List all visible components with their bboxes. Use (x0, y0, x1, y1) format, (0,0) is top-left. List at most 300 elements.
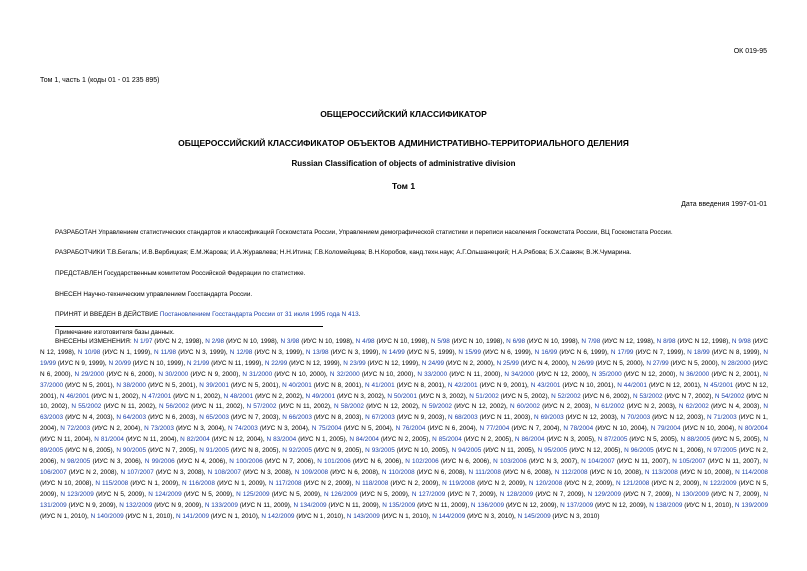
amendment-entry (382, 349, 454, 356)
amendment-link[interactable]: N 117/2008 (268, 479, 302, 487)
amendment-source: (ИУС N 6, 2004) (425, 425, 476, 433)
amendment-source: (ИУС N 2, 2004) (90, 425, 141, 433)
amendment-link[interactable]: N 54/2002 (714, 392, 745, 400)
amendment-link[interactable]: N 99/2006 (144, 457, 175, 465)
amendment-source: (ИУС N 12, 2003) (563, 414, 617, 422)
amendment-source: (ИУС N 1, 2002) (89, 392, 139, 400)
amendment-link[interactable]: N 71/2003 (706, 414, 737, 422)
amendment-source: (ИУС N 11, 1999) (209, 359, 262, 367)
amendment-link[interactable]: N 114/2008 (735, 468, 768, 476)
amendment-link[interactable]: N 19/99 (40, 348, 768, 367)
amendment-link[interactable]: N 113/2008 (644, 468, 678, 476)
amendment-link[interactable]: N 104/2007 (581, 457, 615, 465)
amendment-link[interactable]: N 40/2001 (282, 381, 312, 389)
amendment-link[interactable]: N 66/2003 (282, 414, 312, 422)
amendment-link[interactable]: N 26/99 (571, 359, 594, 367)
amendment-link[interactable]: N 1/97 (133, 338, 153, 345)
amendment-link[interactable]: N 136/2009 (470, 501, 505, 509)
amendment-source: (ИУС N 1, 2010) (379, 512, 429, 520)
amendment-link[interactable]: N 118/2008 (355, 479, 389, 487)
amendment-entry (633, 393, 711, 400)
amendment-entry (387, 393, 465, 400)
amendment-source: (ИУС N 3, 2007) (526, 457, 578, 465)
amendment-link[interactable]: N 88/2005 (680, 436, 711, 444)
amendment-link[interactable]: N 94/2005 (451, 447, 482, 455)
amendment-source: (ИУС N 11, 2004) (40, 436, 91, 444)
amendment-entry (624, 447, 703, 454)
amendment-source: (ИУС N 11, 2002) (101, 403, 155, 411)
amendment-entry (675, 491, 759, 498)
amendment-link[interactable]: N 110/2008 (381, 468, 415, 476)
amendment-source: (ИУС N 5, 2009) (269, 490, 320, 498)
amendment-link[interactable]: N 80/2004 (738, 425, 768, 433)
amendment-source: (ИУС N 10, 1999) (130, 359, 184, 367)
amendment-entry (563, 425, 647, 432)
amendment-source: (ИУС N 2, 2009) (562, 479, 613, 487)
amendment-source: (ИУС N 10, 2004) (593, 425, 647, 433)
amendment-entry (657, 338, 729, 345)
amendment-link[interactable]: N 38/2000 (116, 381, 146, 389)
amendment-link[interactable]: N 119/2008 (442, 479, 475, 487)
amendment-link[interactable]: N 41/2001 (365, 381, 395, 389)
amendment-link[interactable]: N 126/2009 (323, 490, 358, 498)
amendment-link[interactable]: N 16/99 (534, 348, 558, 356)
amendment-source: (ИУС N 1, 2010) (123, 512, 173, 520)
amendment-link[interactable]: N 53/2002 (633, 392, 663, 400)
amendment-link[interactable]: N 75/2004 (311, 425, 342, 433)
amendment-source: (ИУС N 1, 2009) (214, 479, 265, 487)
amendment-entry (493, 458, 577, 465)
amendment-entry (432, 513, 514, 520)
amendment-source: (ИУС N 1, 2010) (40, 512, 88, 520)
amendment-link[interactable]: N 139/2009 (734, 501, 768, 509)
amendment-entry (282, 447, 361, 454)
amendment-link[interactable]: N 48/2001 (223, 392, 254, 400)
amendment-source: (ИУС N 5, 2000) (668, 359, 718, 367)
amendment-link[interactable]: N 77/2004 (479, 425, 510, 433)
amendment-link[interactable]: N 98/2005 (60, 457, 91, 465)
amendment-entry (412, 491, 496, 498)
amendment-link[interactable]: N 74/2003 (227, 425, 258, 433)
amendment-source: (ИУС N 6, 2008) (328, 468, 379, 476)
amendment-link[interactable]: N 78/2004 (563, 425, 594, 433)
amendment-source: (ИУС N 11, 2002) (188, 403, 243, 411)
amendment-link[interactable]: N 124/2009 (148, 490, 182, 498)
amendment-link[interactable]: N 43/2001 (530, 381, 561, 389)
amendment-link[interactable]: N 61/2002 (594, 403, 625, 411)
amendment-source: (ИУС N 3, 1999) (176, 348, 226, 356)
amendment-entry (551, 393, 629, 400)
amendment-source: (ИУС N 8, 2001) (311, 381, 362, 389)
amendment-source: (ИУС N 1, 1999) (100, 348, 151, 356)
amendment-link[interactable]: N 4/98 (355, 338, 375, 345)
amendment-link[interactable]: N 89/2005 (40, 436, 768, 455)
amendment-entry (145, 458, 225, 465)
amendment-link[interactable]: N 52/2002 (551, 392, 581, 400)
amendment-entry (94, 436, 176, 443)
amendment-source: (ИУС N 6, 2003) (146, 414, 196, 422)
amendment-entry (646, 360, 717, 367)
amendment-link[interactable]: N 142/2009 (261, 512, 295, 520)
amendment-link[interactable]: N 108/2007 (207, 468, 241, 476)
amendment-link[interactable]: N 2/98 (205, 338, 225, 345)
amendment-entry (119, 502, 201, 509)
amendment-source: (ИУС N 12, 2009) (593, 501, 646, 509)
amendment-entry (199, 447, 278, 454)
amendment-source: (ИУС N 12, 2001) (646, 381, 700, 389)
amendment-link[interactable]: N 120/2008 (528, 479, 563, 487)
amendment-source: (ИУС N 7, 2009) (445, 490, 496, 498)
amendment-link[interactable]: N 30/2000 (158, 370, 189, 378)
amendment-link[interactable]: N 29/2000 (74, 370, 105, 378)
amendment-source: (ИУС N 5, 2001) (63, 381, 113, 389)
amendment-link[interactable]: N 65/2003 (199, 414, 229, 422)
amendment-link[interactable]: N 140/2009 (90, 512, 124, 520)
amendment-link[interactable]: N 105/2007 (672, 457, 706, 465)
amendment-link[interactable]: N 11/98 (153, 348, 177, 356)
amendment-source: (ИУС N 10, 1998) (374, 338, 428, 345)
amendment-entry (295, 469, 378, 476)
amendment-link[interactable]: N 96/2005 (624, 447, 654, 455)
amendment-link[interactable]: N 46/2001 (59, 392, 90, 400)
amendment-link[interactable]: N 123/2009 (60, 490, 94, 498)
amendment-entry (95, 480, 178, 487)
amendment-link[interactable]: N 109/2008 (294, 468, 329, 476)
amendment-link[interactable]: N 90/2005 (116, 447, 147, 455)
amendment-link[interactable]: N 133/2009 (204, 501, 238, 509)
amendment-link[interactable]: N 24/99 (421, 359, 445, 367)
amendment-link[interactable]: N 35/2000 (591, 370, 622, 378)
amendment-link[interactable]: N 20/99 (108, 359, 131, 367)
amendment-source: (ИУС N 9, 2000) (188, 370, 239, 378)
amendment-source: (ИУС N 12, 2000) (534, 370, 588, 378)
amendment-link[interactable]: N 145/2009 (517, 512, 551, 520)
amendment-link[interactable]: N 47/2001 (141, 392, 172, 400)
amendment-source: (ИУС N 4, 2003) (708, 403, 760, 411)
amendment-link[interactable]: N 85/2004 (432, 436, 462, 444)
amendment-link[interactable]: N 39/2001 (199, 381, 229, 389)
volume-codes-line: Том 1, часть 1 (коды 01 - 01 235 895) (40, 77, 160, 84)
amendment-entry (324, 491, 408, 498)
amendment-entry (71, 403, 155, 410)
document-title: ОБЩЕРОССИЙСКИЙ КЛАССИФИКАТОР ОБЪЕКТОВ АДМИНИСТРАТИВНО-ТЕРРИТОРИАЛЬНОГО ДЕЛЕНИЯ (178, 138, 629, 148)
amendment-link[interactable]: N 132/2009 (119, 501, 153, 509)
amendment-link[interactable]: N 102/2006 (405, 457, 439, 465)
amendment-link[interactable]: N 51/2002 (469, 392, 499, 400)
amendment-link[interactable]: N 143/2009 (346, 512, 380, 520)
amendment-link[interactable]: N 69/2003 (534, 414, 564, 422)
amendment-link[interactable]: N 64/2003 (116, 414, 147, 422)
amendment-link[interactable]: N 18/99 (687, 348, 710, 356)
amendment-source: (ИУС N 2, 2003) (539, 403, 591, 411)
amendment-link[interactable]: N 107/2007 (120, 468, 154, 476)
amendment-source: (ИУС N 5, 2009) (357, 490, 408, 498)
amendment-source: (ИУС N 12, 2002) (451, 403, 507, 411)
amendment-entry (187, 360, 261, 367)
amendment-source: (ИУС N 11, 2005) (481, 447, 534, 455)
amendment-link[interactable]: N 22/99 (264, 359, 288, 367)
amendment-source: (ИУС N 12, 1998) (675, 338, 729, 345)
amendment-link[interactable]: N 76/2004 (395, 425, 426, 433)
amendment-source: (ИУС N 1, 2002) (171, 392, 221, 400)
amendment-entry (116, 414, 195, 421)
amendment-source: (ИУС N 12, 2000) (621, 370, 676, 378)
amendment-link[interactable]: N 15/99 (458, 348, 482, 356)
amendment-link[interactable]: N 25/99 (496, 359, 519, 367)
amendment-source: (ИУС N 2, 2009) (301, 479, 352, 487)
amendment-entry (343, 360, 418, 367)
amendment-source: (ИУС N 12, 1999) (287, 359, 340, 367)
amendment-link[interactable]: N 131/2009 (40, 490, 768, 509)
amendment-entry (469, 469, 551, 476)
amendment-source: (ИУС N 4, 2000) (518, 359, 568, 367)
amendment-link[interactable]: N 62/2002 (678, 403, 709, 411)
amendment-link[interactable]: N 23/99 (343, 359, 366, 367)
amendment-link[interactable]: N 121/2008 (616, 479, 650, 487)
amendment-link[interactable]: N 68/2003 (448, 414, 478, 422)
amendment-source: (ИУС N 3, 2010) (465, 512, 515, 520)
amendment-link[interactable]: N 127/2009 (411, 490, 446, 498)
amendment-source: (ИУС N 5, 2001) (146, 381, 196, 389)
amendment-source: (ИУС N 5, 2005) (627, 436, 677, 444)
amendment-entry (280, 338, 352, 345)
amendment-entry (555, 469, 641, 476)
amendment-link[interactable]: N 57/2002 (246, 403, 277, 411)
amendment-link[interactable]: N 115/2008 (95, 479, 129, 487)
classifier-heading: ОБЩЕРОССИЙСКИЙ КЛАССИФИКАТОР (320, 109, 487, 119)
amendment-link[interactable]: N 134/2009 (293, 501, 327, 509)
amendment-entry (645, 469, 731, 476)
amendment-entry (679, 403, 759, 410)
amendment-link[interactable]: N 100/2006 (229, 457, 263, 465)
amendment-source: (ИУС N 10, 2005) (394, 447, 448, 455)
amendment-link[interactable]: N 97/2005 (706, 447, 737, 455)
amendment-source: (ИУС N 6, 2006) (438, 457, 490, 465)
amendment-link[interactable]: N 13/98 (305, 348, 329, 356)
classifier-code: ОК 019-95 (733, 48, 767, 55)
amendment-entry (396, 425, 476, 432)
amendment-source: (ИУС N 12, 2004) (209, 436, 263, 444)
amendment-link[interactable]: N 103/2006 (493, 457, 527, 465)
amendment-link[interactable]: N 144/2009 (432, 512, 466, 520)
amendment-link[interactable]: N 3/98 (280, 338, 300, 345)
amendment-link[interactable]: N 45/2001 (703, 381, 734, 389)
amendment-entry (448, 414, 530, 421)
amendment-link[interactable]: N 106/2007 (40, 457, 768, 476)
amendment-link[interactable]: N 9/98 (731, 338, 751, 345)
amendment-link[interactable]: N 17/99 (610, 348, 634, 356)
amendment-link[interactable]: N 42/2001 (447, 381, 478, 389)
amendment-link[interactable]: N 84/2004 (349, 436, 379, 444)
amendment-entry (60, 458, 140, 465)
amendment-source: (ИУС N 3, 2002) (335, 392, 384, 400)
amendment-link[interactable]: N 5/98 (430, 338, 450, 345)
amendment-source: (ИУС N 10, 2008) (40, 479, 92, 487)
amendment-source: (ИУС N 11, 2002) (276, 403, 331, 411)
amendment-source: (ИУС N 10, 2008) (677, 468, 732, 476)
amendment-link[interactable]: N 12/98 (229, 348, 253, 356)
amendment-link[interactable]: N 141/2009 (175, 512, 210, 520)
amendment-source: (ИУС N 11, 2009) (237, 501, 290, 509)
amendment-entry (365, 414, 444, 421)
amendment-link[interactable]: N 81/2004 (94, 436, 124, 444)
amendment-entry (581, 338, 653, 345)
amendments-list: ВНЕСЕНЫ ИЗМЕНЕНИЯ: N 1/97 (ИУС N 2, 1998), N 2/98 (ИУС N 10, 1998), N 3/98 (ИУС N 10, 1998), N 4/98 (ИУС N 10, 1998), N 5/98 (ИУС N 10, 1998), N 6/98 (ИУС N 10, 1998), N 7/98 (ИУС N 12, 1998), N 8/98 (ИУС N 12, 1998), N 9/98 (ИУС N 12, 1998), N 10/98 (ИУС N 1, 1999), N 11/98 (ИУС N 3, 1999), N 12/98 (ИУС N 3, 1999), N 13/98 (ИУС N 3, 1999), N 14/99 (ИУС N 5, 1999), N 15/99 (ИУС N 6, 1999), N 16/99 (ИУС N 6, 1999), N 17/99 (ИУС N 7, 1999), N 18/99 (ИУС N 8, 1999), N 19/99 (ИУС N 9, 1999), N 20/99 (ИУС N 10, 1999), N 21/99 (ИУС N 11, 1999), N 22/99 (ИУС N 12, 1999), N 23/99 (ИУС N 12, 1999), N 24/99 (ИУС N 2, 2000), N 25/99 (ИУС N 4, 2000), N 26/99 (ИУС N 5, 2000), N 27/99 (ИУС N 5, 2000), N 28/2000 (ИУС N 6, 2000), N 29/2000 (ИУС N 6, 2000), N 30/2000 (ИУС N 9, 2000), N 31/2000 (ИУС N 10, 2000), N 32/2000 (ИУС N 10, 2000), N 33/2000 (ИУС N 11, 2000), N 34/2000 (ИУС N 12, 2000), N 35/2000 (ИУС N 12, 2000), N 36/2000 (ИУС N 2, 2001), N 37/2000 (ИУС N 5, 2001), N 38/2000 (ИУС N 5, 2001), N 39/2001 (ИУС N 5, 2001), N 40/2001 (ИУС N 8, 2001), N 41/2001 (ИУС N 8, 2001), N 42/2001 (ИУС N 9, 2001), N 43/2001 (ИУС N 10, 2001), N 44/2001 (ИУС N 12, 2001), N 45/2001 (ИУС N 12, 2001), N 46/2001 (ИУС N 1, 2002), N 47/2001 (ИУС N 1, 2002), N 48/2001 (ИУС N 2, 2002), N 49/2001 (ИУС N 3, 2002), N 50/2001 (ИУС N 3, 2002), N 51/2002 (ИУС N 5, 2002), N 52/2002 (ИУС N 6, 2002), N 53/2002 (ИУС N 7, 2002), N 54/2002 (ИУС N 10, 2002), N 55/2002 (ИУС N 11, 2002), N 56/2002 (ИУС N 11, 2002), N 57/2002 (ИУС N 11, 2002), N 58/2002 (ИУС N 12, 2002), N 59/2002 (ИУС N 12, 2002), N 60/2002 (ИУС N 2, 2003), N 61/2002 (ИУС N 2, 2003), N 62/2002 (ИУС N 4, 2003), N 63/2003 (ИУС N 4, 2003), N 64/2003 (ИУС N 6, 2003), N 65/2003 (ИУС N 7, 2003), N 66/2003 (ИУС N 8, 2003), N 67/2003 (ИУС N 9, 2003), N 68/2003 (ИУС N 11, 2003), N 69/2003 (ИУС N 12, 2003), N 70/2003 (ИУС N 12, 2003), N 71/2003 (ИУС N 1, 2004), N 72/2003 (ИУС N 2, 2004), N 73/2003 (ИУС N 3, 2004), N 74/2003 (ИУС N 3, 2004), N 75/2004 (ИУС N 5, 2004), N 76/2004 (ИУС N 6, 2004), N 77/2004 (ИУС N 7, 2004), N 78/2004 (ИУС N 10, 2004), N 79/2004 (ИУС N 10, 2004), N 80/2004 (ИУС N 11, 2004), N 81/2004 (ИУС N 11, 2004), N 82/2004 (ИУС N 12, 2004), N 83/2004 (ИУС N 1, 2005), N 84/2004 (ИУС N 2, 2005), N 85/2004 (ИУС N 2, 2005), N 86/2004 (ИУС N 3, 2005), N 87/2005 (ИУС N 5, 2005), N 88/2005 (ИУС N 5, 2005), N 89/2005 (ИУС N 6, 2005), N 90/2005 (ИУС N 7, 2005), N 91/2005 (ИУС N 8, 2005), N 92/2005 (ИУС N 9, 2005), N 93/2005 (ИУС N 10, 2005), N 94/2005 (ИУС N 11, 2005), N 95/2005 (ИУС N 12, 2005), N 96/2005 (ИУС N 1, 2006), N 97/2005 (ИУС N 2, 2006), N 98/2005 (ИУС N 3, 2006), N 99/2006 (ИУС N 4, 2006), N 100/2006 (ИУС N 7, 2006), N 101/2006 (ИУС N 6, 2006), N 102/2006 (ИУС N 6, 2006), N 103/2006 (ИУС N 3, 2007), N 104/2007 (ИУС N 11, 2007), N 105/2007 (ИУС N 11, 2007), N 106/2007 (ИУС N 2, 2008), N 107/2007 (ИУС N 3, 2008), N 108/2007 (ИУС N 3, 2008), N 109/2008 (ИУС N 6, 2008), N 110/2008 (ИУС N 6, 2008), N 111/2008 (ИУС N 6, 2008), N 112/2008 (ИУС N 10, 2008), N 113/2008 (ИУС N 10, 2008), N 114/2008 (ИУС N 10, 2008), N 115/2008 (ИУС N 1, 2009), N 116/2008 (ИУС N 1, 2009), N 117/2008 (ИУС N 2, 2009), N 118/2008 (ИУС N 2, 2009), N 119/2008 (ИУС N 2, 2009), N 120/2008 (ИУС N 2, 2009), N 121/2008 (ИУС N 2, 2009), N 122/2009 (ИУС N 5, 2009), N 123/2009 (ИУС N 5, 2009), N 124/2009 (ИУС N 5, 2009), N 125/2009 (ИУС N 5, 2009), N 126/2009 (ИУС N 5, 2009), N 127/2009 (ИУС N 7, 2009), N 128/2009 (ИУС N 7, 2009), N 129/2009 (ИУС N 7, 2009), N 130/2009 (ИУС N 7, 2009), N 131/2009 (ИУС N 9, 2009), N 132/2009 (ИУС N 9, 2009), N 133/2009 (ИУС N 11, 2009), N 134/2009 (ИУС N 11, 2009), N 135/2009 (ИУС N 11, 2009), N 136/2009 (ИУС N 12, 2009), N 137/2009 (ИУС N 12, 2009), N 138/2009 (ИУС N 1, 2010), N 139/2009 (ИУС N 1, 2010), N 140/2009 (ИУС N 1, 2010), N 141/2009 (ИУС N 1, 2010), N 142/2009 (ИУС N 1, 2010), N 143/2009 (ИУС N 1, 2010), N 144/2009 (ИУС N 3, 2010), N 145/2009 (ИУС N 3, 2010) (40, 338, 768, 520)
amendment-source: (ИУС N 12, 2009) (504, 501, 557, 509)
amendment-link[interactable]: N 56/2002 (158, 403, 189, 411)
amendment-entry (261, 513, 343, 520)
amendment-source: (ИУС N 7, 2009) (708, 490, 760, 498)
amendment-link[interactable]: N 28/2000 (721, 359, 751, 367)
amendment-entry (236, 491, 320, 498)
amendment-entry (649, 502, 731, 509)
amendment-link[interactable]: N 36/2000 (679, 370, 710, 378)
amendment-entry (182, 480, 265, 487)
amendment-entry (355, 480, 438, 487)
amendment-link[interactable]: N 32/2000 (329, 370, 360, 378)
amendment-source: (ИУС N 3, 2008) (240, 468, 291, 476)
amendment-entry (349, 436, 428, 443)
amendment-link[interactable]: N 116/2008 (182, 479, 215, 487)
amendment-source: (ИУС N 6, 2002) (580, 392, 630, 400)
amendment-link[interactable]: N 6/98 (506, 338, 526, 345)
amendment-entry (417, 371, 500, 378)
amendment-link[interactable]: N 67/2003 (365, 414, 395, 422)
amendment-link[interactable]: N 59/2002 (422, 403, 452, 411)
amendment-source: (ИУС N 11, 2009) (415, 501, 468, 509)
amendment-entry (60, 491, 144, 498)
amendment-link[interactable]: N 50/2001 (387, 392, 417, 400)
amendment-link[interactable]: N 79/2004 (650, 425, 681, 433)
amendment-link[interactable]: N 31/2000 (242, 370, 273, 378)
amendment-link[interactable]: N 135/2009 (382, 501, 416, 509)
amendment-entry (205, 338, 277, 345)
amendment-link[interactable]: N 86/2004 (514, 436, 545, 444)
amendment-source: (ИУС N 7, 2004) (509, 425, 560, 433)
amendment-entry (594, 403, 674, 410)
amendment-link[interactable]: N 10/98 (77, 348, 101, 356)
amendment-entry (365, 382, 444, 389)
amendment-link[interactable]: N 101/2006 (317, 457, 351, 465)
amendment-source: (ИУС N 12, 2002) (363, 403, 419, 411)
amendment-source: (ИУС N 10, 1998) (449, 338, 503, 345)
amendment-link[interactable]: N 128/2009 (499, 490, 534, 498)
amendment-entry (228, 425, 308, 432)
amendment-entry (651, 425, 735, 432)
amendment-source: (ИУС N 2, 2006) (40, 447, 768, 465)
amendment-source: (ИУС N 7, 2005) (146, 447, 196, 455)
amendment-link[interactable]: N 130/2009 (675, 490, 709, 498)
amendment-entry (571, 360, 642, 367)
amendment-source: (ИУС N 5, 2002) (498, 392, 548, 400)
amendment-source: (ИУС N 8, 1999) (709, 348, 760, 356)
amendment-link[interactable]: N 55/2002 (71, 403, 102, 411)
amendment-entry (592, 371, 676, 378)
amendment-source: (ИУС N 7, 1999) (633, 348, 684, 356)
amendment-source: (ИУС N 2, 2000) (444, 359, 493, 367)
resolution-link[interactable]: Постановлением Госстандарта России от 31 июля 1995 года N 413 (159, 311, 359, 318)
amendment-entry (224, 393, 302, 400)
amendment-source: (ИУС N 12, 1998) (600, 338, 653, 345)
amendment-link[interactable]: N 33/2000 (417, 370, 448, 378)
amendment-link[interactable]: N 21/99 (186, 359, 210, 367)
amendment-source: (ИУС N 7, 2002) (662, 392, 712, 400)
amendment-entry (312, 425, 392, 432)
amendment-source: (ИУС N 1, 2006) (653, 447, 704, 455)
amendment-entry (458, 349, 530, 356)
amendment-link[interactable]: N 137/2009 (560, 501, 594, 509)
amendment-entry (452, 447, 534, 454)
amendment-link[interactable]: N 58/2002 (334, 403, 364, 411)
amendment-link[interactable]: N 63/2003 (40, 403, 768, 422)
amendment-source: (ИУС N 5, 2000) (593, 359, 643, 367)
amendment-entry (581, 458, 668, 465)
amendment-link[interactable]: N 70/2003 (620, 414, 651, 422)
amendment-link[interactable]: N 8/98 (656, 338, 676, 345)
amendment-source: (ИУС N 5, 2005) (710, 436, 760, 444)
amendment-entry (506, 338, 578, 345)
amendment-entry (681, 436, 760, 443)
amendment-link[interactable]: N 14/99 (382, 348, 405, 356)
amendment-link[interactable]: N 7/98 (581, 338, 601, 345)
amendment-link[interactable]: N 72/2003 (60, 425, 91, 433)
amendments-label: ВНЕСЕНЫ ИЗМЕНЕНИЯ: (55, 338, 134, 345)
amendment-entry (148, 491, 232, 498)
amendment-link[interactable]: N 93/2005 (365, 447, 395, 455)
amendment-entry (538, 447, 621, 454)
amendment-source: (ИУС N 2, 2009) (649, 479, 700, 487)
amendment-link[interactable]: N 87/2005 (597, 436, 628, 444)
amendment-entry (347, 513, 429, 520)
amendment-link[interactable]: N 92/2005 (282, 447, 312, 455)
amendment-link[interactable]: N 112/2008 (554, 468, 588, 476)
amendment-link[interactable]: N 73/2003 (144, 425, 174, 433)
amendment-link[interactable]: N 83/2004 (266, 436, 297, 444)
amendment-link[interactable]: N 91/2005 (199, 447, 229, 455)
amendment-link[interactable]: N 138/2009 (649, 501, 683, 509)
amendment-entry (535, 349, 607, 356)
amendment-link[interactable]: N 60/2002 (510, 403, 540, 411)
amendment-link[interactable]: N 44/2001 (617, 381, 647, 389)
amendment-entry (598, 436, 677, 443)
amendment-source: (ИУС N 12, 2005) (567, 447, 621, 455)
amendment-link[interactable]: N 111/2008 (468, 468, 501, 476)
amendment-entry (176, 513, 258, 520)
amendment-link[interactable]: N 34/2000 (504, 370, 535, 378)
amendment-link[interactable]: N 95/2005 (537, 447, 568, 455)
amendment-link[interactable]: N 27/99 (646, 359, 669, 367)
amendment-link[interactable]: N 37/2000 (40, 370, 768, 389)
amendment-source: (ИУС N 3, 2006) (90, 457, 141, 465)
amendment-source: (ИУС N 1, 2010) (209, 512, 258, 520)
amendment-link[interactable]: N 129/2009 (587, 490, 622, 498)
amendment-source: (ИУС N 3, 2004) (173, 425, 225, 433)
amendment-source: (ИУС N 1, 2005) (296, 436, 346, 444)
amendment-source: (ИУС N 11, 2000) (447, 370, 501, 378)
amendment-source: (ИУС N 10, 2002) (40, 392, 768, 411)
amendment-source: (ИУС N 3, 2005) (544, 436, 594, 444)
amendment-link[interactable]: N 122/2009 (703, 479, 737, 487)
amendment-entry (269, 480, 352, 487)
amendment-link[interactable]: N 125/2009 (236, 490, 270, 498)
amendment-link[interactable]: N 82/2004 (180, 436, 210, 444)
amendment-link[interactable]: N 49/2001 (305, 392, 336, 400)
amendment-source: (ИУС N 10, 1998) (525, 338, 578, 345)
amendment-source: (ИУС N 10, 2001) (560, 381, 614, 389)
amendment-entry (142, 393, 220, 400)
amendment-entry (306, 393, 384, 400)
amendment-source: (ИУС N 10, 1998) (299, 338, 353, 345)
